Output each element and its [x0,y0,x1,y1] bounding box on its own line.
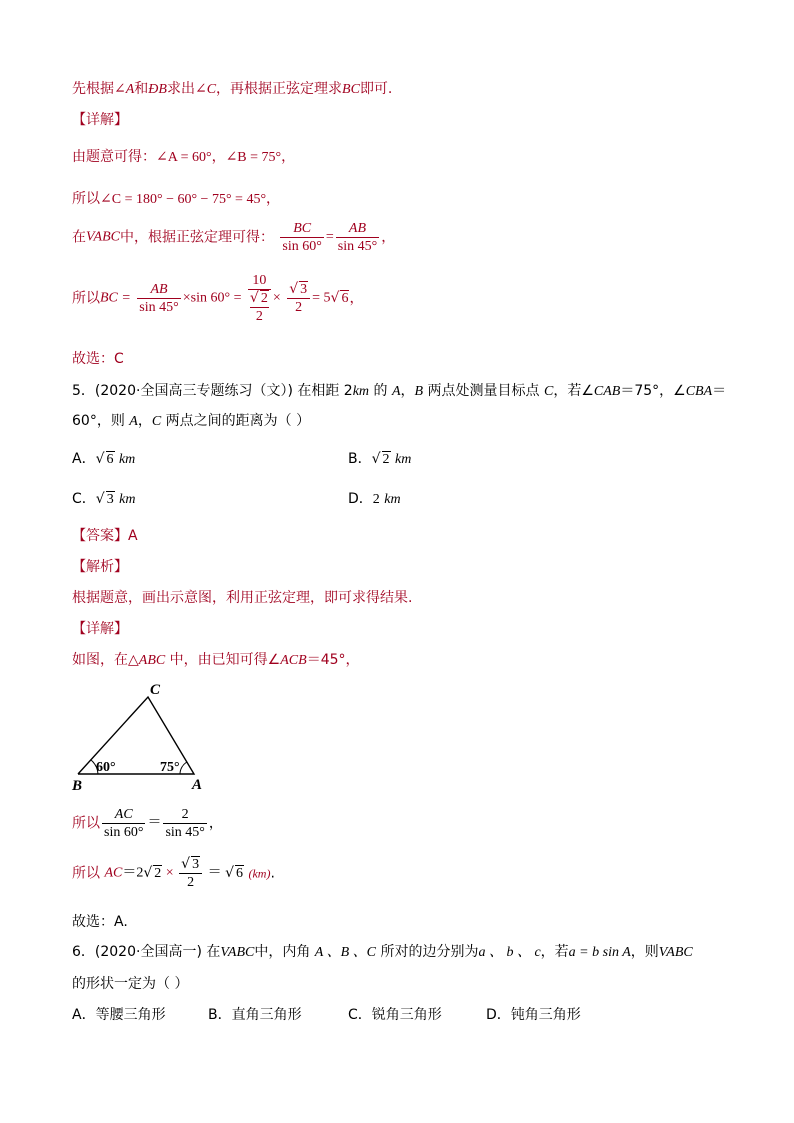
q5-stem-line1: 5．(2020·全国高三专题练习（文）) 在相距 2km 的 A，B 两点处测量目标点 C，若∠CAB＝75°，∠CBA＝ [72,383,727,399]
q4-fraction-10-root2-2: 10 √ 2 2 [248,272,271,325]
vertex-label-a: A [192,777,203,793]
intro-line: 先根据∠A和ÐB求出∠C，再根据正弦定理求BC即可. [72,81,393,97]
q5-answer: 【答案】A [72,528,138,544]
q6-option-a[interactable]: A．等腰三角形 [72,1007,166,1023]
q5-option-b[interactable]: B．√ 2 km [348,451,412,467]
q6-option-b[interactable]: B．直角三角形 [208,1007,302,1023]
q5-option-d[interactable]: D．2 km [348,491,401,507]
vertex-label-b: B [72,778,83,794]
q5-xiangjie-label: 【详解】 [72,621,128,637]
q5-final-answer: 故选：A. [72,914,128,930]
q6-stem-line2: 的形状一定为（ ） [72,976,189,992]
q6-stem-line1: 6．(2020·全国高一) 在VABC中，内角 A 、B 、C 所对的边分别为a 、 b 、 c，若a = b sin A，则VABC [72,944,693,960]
triangle-figure [66,680,216,795]
vertex-label-c: C [150,682,161,698]
q4-line1: 由题意可得：∠A = 60°，∠B = 75°， [72,149,296,165]
q5-fraction-2-sin45: $\frac{2}{\sin 45^\circ}$ [165,807,205,840]
q4-answer: 故选：C [72,351,124,367]
q5-fraction-root3-2: $\frac{√ 3}{2}$ [179,856,202,891]
q5-detail-line3: 所以 AC＝2√ 2 × $\frac{√ 3}{2}$ ＝ √ 6 (km). [72,856,275,890]
q5-detail-line1: 如图，在△ABC 中，由已知可得∠ACB＝45°， [72,652,360,668]
q6-option-c[interactable]: C．锐角三角形 [348,1007,442,1023]
q4-xiangjie-label: 【详解】 [72,112,128,128]
q5-fraction-ac-sin60: $\frac{AC}{\sin 60^\circ}$ [104,807,144,840]
q4-fraction-root3-2: $\frac{√ 3}{2}$ [287,281,310,316]
angle-label-60: 60° [96,760,116,775]
q5-jiexi-text: 根据题意，画出示意图，利用正弦定理，即可求得结果. [72,590,413,606]
q4-fraction-bc-sin60: $\frac{BC}{\sin 60^\circ}$ [282,221,322,254]
q4-line4: 所以BC = $\frac{AB}{\sin 45^\circ}$ ×sin 60° = 10 √ 2 2 × $\frac{√ 3}{2}$ = 5√ 6， [72,273,364,324]
q5-option-c[interactable]: C．√ 3 km [72,491,136,507]
q4-fraction-ab-sin45: $\frac{AB}{\sin 45^\circ}$ [337,221,378,254]
q5-stem-line2: 60°，则 A，C 两点之间的距离为（ ） [72,413,311,429]
q6-option-d[interactable]: D．钝角三角形 [486,1007,581,1023]
q5-jiexi-label: 【解析】 [72,559,128,575]
q4-line3: 在VABC中，根据正弦定理可得： $\frac{BC}{\sin 60^\circ}$ = $\frac{AB}{\sin 45^\circ}$ ， [72,221,396,254]
q4-line2: 所以∠C = 180° − 60° − 75° = 45°， [72,191,281,207]
q4-fraction-ab-sin45b: $\frac{AB}{\sin 45^\circ}$ [139,282,179,315]
angle-label-75: 75° [160,760,180,775]
angle-arc-a [180,762,187,774]
q5-option-a[interactable]: A．√ 6 km [72,451,136,467]
q5-detail-line2: 所以 $\frac{AC}{\sin 60^\circ}$ ＝ $\frac{2}{\sin 45^\circ}$ ， [72,807,223,840]
